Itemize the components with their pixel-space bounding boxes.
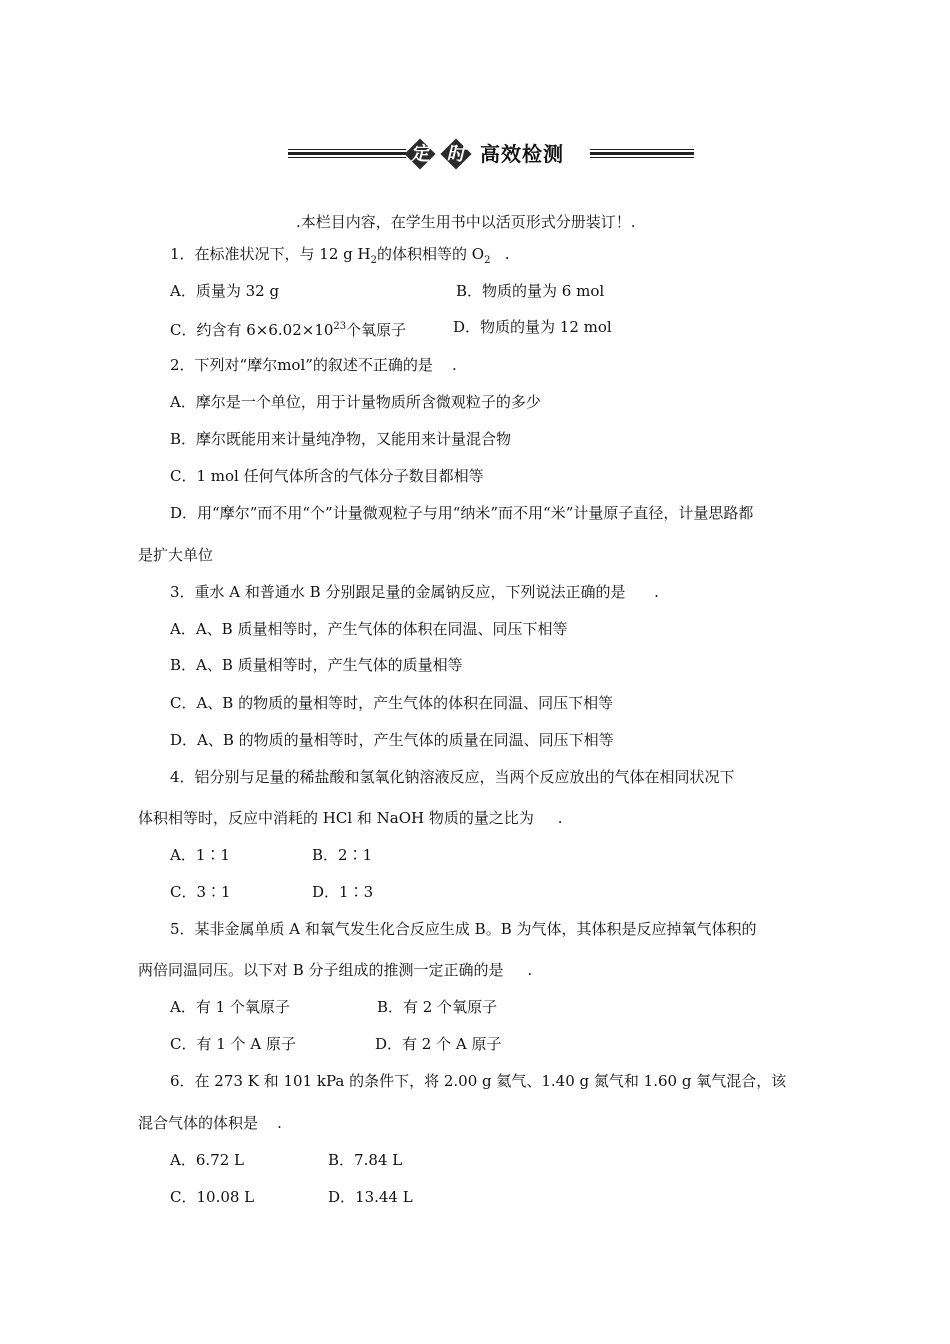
q1-stem: 1．在标准状况下，与 12 g $H_2$的体积相等的 $O_2$ .: [170, 245, 510, 266]
q5-stem-line1: 5．某非金属单质 A 和氧气发生化合反应生成 B。B 为气体，其体积是反应掉氧气体积的: [170, 920, 757, 938]
q3-option-d: D．A、B 的物质的量相等时，产生气体的质量在同温、同压下相等: [170, 731, 614, 749]
binding-note: .本栏目内容，在学生用书中以活页形式分册装订！.: [296, 213, 636, 231]
header-badge-char-2: 时: [446, 143, 466, 165]
q5-option-c: C．有 1 个 A 原子: [170, 1035, 296, 1053]
q4-stem-line2: 体积相等时，反应中消耗的 HCl 和 NaOH 物质的量之比为 .: [138, 809, 563, 827]
q1-option-d: D．物质的量为 12 mol: [453, 318, 612, 336]
header-badge-shi: [440, 138, 472, 170]
q1-option-a: A．质量为 32 g: [170, 282, 280, 300]
q6-stem-line2: 混合气体的体积是 .: [138, 1114, 282, 1132]
header-rule-right: [590, 148, 694, 160]
header-rule-left: [288, 148, 406, 160]
q4-stem-line1: 4．铝分别与足量的稀盐酸和氢氧化钠溶液反应，当两个反应放出的气体在相同状况下: [170, 768, 735, 786]
q3-option-c: C．A、B 的物质的量相等时，产生气体的体积在同温、同压下相等: [170, 694, 614, 712]
q2-option-d-line1: D．用“摩尔”而不用“个”计量微观粒子与用“纳米”而不用“米”计量原子直径，计量思路都: [170, 504, 754, 522]
q2-option-d-line2: 是扩大单位: [138, 546, 214, 564]
q4-option-a: A．1∶1: [170, 846, 230, 864]
q3-option-b: B．A、B 质量相等时，产生气体的质量相等: [170, 656, 463, 674]
header-title: 高效检测: [480, 142, 564, 166]
q3-stem: 3．重水 A 和普通水 B 分别跟足量的金属钠反应，下列说法正确的是 .: [170, 583, 659, 601]
q6-option-c: C．10.08 L: [170, 1188, 255, 1206]
q2-option-a: A．摩尔是一个单位，用于计量物质所含微观粒子的多少: [170, 393, 541, 411]
q1-option-c: C．约含有 $6\times 6.02\times 10^{23}$个氧原子: [170, 321, 407, 339]
q6-option-b: B．7.84 L: [328, 1151, 403, 1169]
header-badge-char-1: 定: [410, 143, 430, 165]
q4-option-b: B．2∶1: [312, 846, 373, 864]
q4-option-c: C．3∶1: [170, 883, 231, 901]
q5-option-b: B．有 2 个氧原子: [377, 998, 498, 1016]
q4-option-d: D．1∶3: [312, 883, 374, 901]
q6-stem-line1: 6．在 273 K 和 101 kPa 的条件下，将 2.00 g 氦气、1.40 g 氮气和 1.60 g 氧气混合，该: [170, 1072, 787, 1090]
q6-option-a: A．6.72 L: [170, 1151, 244, 1169]
q6-option-d: D．13.44 L: [328, 1188, 413, 1206]
q5-stem-line2: 两倍同温同压。以下对 B 分子组成的推测一定正确的是 .: [138, 961, 533, 979]
q5-option-a: A．有 1 个氧原子: [170, 998, 290, 1016]
q5-option-d: D．有 2 个 A 原子: [375, 1035, 502, 1053]
q2-stem: 2．下列对“摩尔mol”的叙述不正确的是 .: [170, 356, 457, 374]
q2-option-b: B．摩尔既能用来计量纯净物，又能用来计量混合物: [170, 430, 512, 448]
header-badge-ding: [404, 138, 436, 170]
q3-option-a: A．A、B 质量相等时，产生气体的体积在同温、同压下相等: [170, 620, 568, 638]
section-header: [288, 136, 694, 172]
q1-option-b: B．物质的量为 6 mol: [456, 282, 605, 300]
q2-option-c: C．1 mol 任何气体所含的气体分子数目都相等: [170, 467, 484, 485]
